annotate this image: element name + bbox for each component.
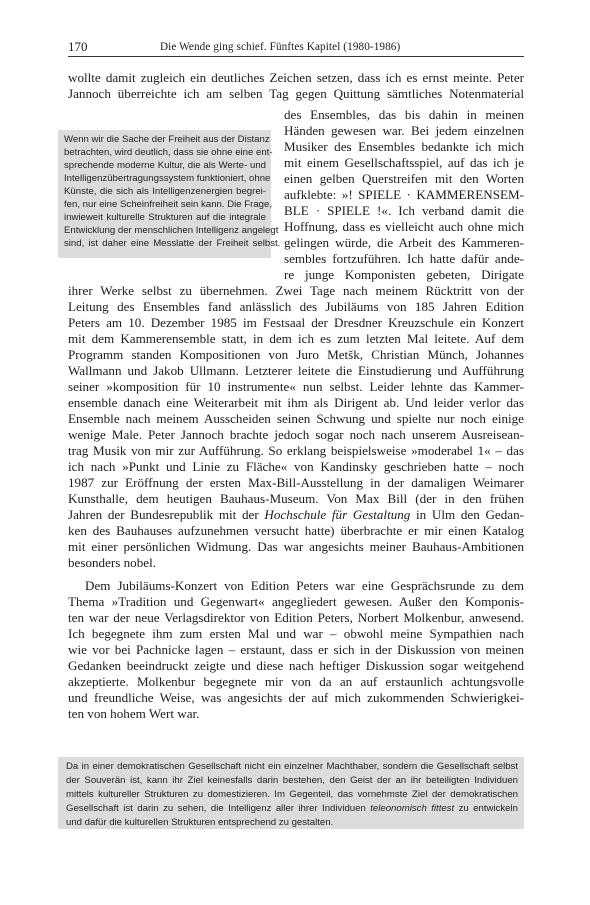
- italic-term: teleonomisch fittest: [370, 803, 455, 814]
- sidebar-line: Entwicklung der menschlichen Intelligenz angelegt: [64, 225, 279, 236]
- body-text: Jahren der Bundesrepublik mit der: [68, 507, 265, 522]
- body-line: wenige Male. Peter Jannoch brachte jedoch sogar noch nach unserem Ausreisean-: [68, 427, 524, 442]
- footer-box-line: Da in einer demokratischen Gesellschaft nicht ein einzelner Machthaber, sondern die Gesellschaft selbst: [66, 761, 518, 772]
- sidebar-quote-box: [58, 130, 281, 258]
- sidebar-line: fen, nur eine Scheinfreiheit sein kann. Die Frage,: [64, 199, 272, 210]
- sidebar-line: sind, ist daher eine Messlatte der Freiheit selbst.: [64, 238, 281, 249]
- body-line: ensemble danach eine Weiterarbeit mit ihm als Dirigent ab. Und leider verlor das: [68, 395, 524, 410]
- page-number: 170: [68, 39, 88, 54]
- body-line: aufklebte: »! SPIELE · KAMMERENSEM-: [284, 187, 524, 202]
- body-line: wie vor bei Pachnicke lagen – erstaunt, dass er sich in der Diskussion von meinen: [68, 642, 524, 657]
- body-line: wollte damit zugleich ein deutliches Zeichen setzen, dass ich es ernst meinte. Peter: [68, 70, 524, 85]
- footer-box-text: zu entwickeln: [454, 803, 518, 814]
- running-head: Die Wende ging schief. Fünftes Kapitel (1980-1986): [160, 41, 401, 53]
- body-line: trag Musik von mir zur Aufführung. So erklang beispielsweise »moderabel 1« – das: [68, 443, 524, 458]
- body-line: seiner »komposition für 10 instrumente« nun selbst. Leider lehnte das Kammer-: [68, 379, 524, 394]
- body-line: Musiker des Ensembles bedankte ich mich: [284, 139, 524, 154]
- body-line: Peters am 10. Dezember 1985 im Festsaal der Dresdner Kreuzschule ein Konzert: [68, 315, 524, 330]
- sidebar-line: inwieweit kulturelle Strukturen auf die integrale: [64, 212, 266, 223]
- body-line: Hoffnung, dass es vielleicht auch ohne mich: [284, 219, 524, 234]
- body-line: re junge Komponisten gebeten, Dirigate: [284, 267, 524, 282]
- footer-box-line: der Souverän ist, kann ihr Ziel keinesfalls darin bestehen, den Geist der an ihr beteiligten Individuen: [66, 775, 518, 786]
- body-line: besonders nobel.: [68, 555, 156, 570]
- sidebar-line: sprechende moderne Kultur, die als Werte- und: [64, 160, 266, 171]
- body-line: mit einem Gesellschaftsspiel, auf das ich je: [284, 155, 524, 170]
- body-line: einen gelben Querstreifen mit den Worten: [284, 171, 524, 186]
- body-line: des Ensembles, das bis dahin in meinen: [284, 107, 524, 122]
- footer-box-line: und dafür die kulturellen Strukturen entsprechend zu gestalten.: [66, 817, 334, 828]
- sidebar-line: Künste, die sich als Intelligenzenergien begrei-: [64, 186, 266, 197]
- body-line: ihrer Werke selbst zu übernehmen. Zwei Tage nach meinem Rücktritt von der: [68, 283, 524, 298]
- body-line: mit einer persönlichen Widmung. Das war angesichts meiner Bauhaus-Ambitionen: [68, 539, 524, 554]
- body-line: ten von hohem Wert war.: [68, 706, 200, 721]
- body-line: BLE · SPIELE !«. Ich verband damit die: [284, 203, 524, 218]
- body-line: gelingen würde, die Arbeit des Kammeren-: [284, 235, 524, 250]
- body-line: Ich begegnete ihm zum ersten Mal und war – obwohl meine Sympathien nach: [68, 626, 524, 641]
- body-line: Programm standen Kompositionen von Juro Metšk, Christian Münch, Johannes: [68, 347, 524, 362]
- body-line: Jannoch überreichte ich am selben Tag gegen Quittung sämtliches Notenmaterial: [68, 86, 524, 101]
- body-line: mit dem Kammerensemble statt, in dem ich es zum letzten Mal leitete. Auf dem: [68, 331, 524, 346]
- body-line: [68, 507, 524, 523]
- sidebar-line: Wenn wir die Sache der Freiheit aus der Distanz: [64, 134, 270, 145]
- footer-box-line: mittels kultureller Strukturen zu domestizieren. Im Gegenteil, das vornehmste Ziel der demokratischen: [66, 789, 518, 800]
- body-line: Händen gewesen war. Bei jedem einzelnen: [284, 123, 524, 138]
- body-line: ich nach »Punkt und Linie zu Fläche« von Kandinsky geschrieben hatte – noch: [68, 459, 524, 474]
- body-line: Thema »Tradition und Gegenwart« angegliedert gewesen. Außer den Komponis-: [68, 594, 524, 609]
- body-line: Wallmann und Jakob Ullmann. Letzterer leitete die Einstudierung und Aufführung: [68, 363, 524, 378]
- body-line: und freundliche Weise, was angesichts der auf mich zukommenden Schwierigkei-: [68, 690, 524, 705]
- body-line: 1987 zur Eröffnung der ersten Max-Bill-Ausstellung in der damaligen Weimarer: [68, 475, 524, 490]
- body-line: Dem Jubiläums-Konzert von Edition Peters war eine Gesprächsrunde zu dem: [85, 578, 524, 593]
- body-line: sembles fortzuführen. Ich hatte dafür ande-: [284, 251, 524, 266]
- italic-title: Hochschule für Gestaltung: [264, 507, 411, 522]
- footer-box-line: [66, 802, 518, 816]
- footer-box-text: Gesellschaft ist darin zu sehen, die Intelligenz aller ihrer Individuen: [66, 803, 371, 814]
- footer-quote-box: [58, 757, 524, 829]
- body-line: akzeptierte. Molkenbur begegnete mir von da an auf erstaunlich achtungsvolle: [68, 674, 524, 689]
- body-line: Leitung des Ensembles fand anlässlich des Jubiläums von 185 Jahren Edition: [68, 299, 524, 314]
- page-header: [68, 40, 524, 57]
- body-line: ken des Bauhauses aufzunehmen versucht hatte) überbrachte er mir einen Katalog: [68, 523, 524, 538]
- body-text: in Ulm den Gedan-: [410, 507, 525, 522]
- body-line: Kunsthalle, dem heutigen Bauhaus-Museum. Von Max Bill (der in den frühen: [68, 491, 524, 506]
- sidebar-line: Intelligenzübertragungssystem funktioniert, ohne: [64, 173, 271, 184]
- body-line: Ensemble nach meinem Ausscheiden seinen Schwung und spielte nur noch einige: [68, 411, 524, 426]
- sidebar-line: betrachten, wird deutlich, dass sie ohne eine ent-: [64, 147, 273, 158]
- body-line: Gedanken beeindruckt zeigte und diese nach heftiger Diskussion sogar weitgehend: [68, 658, 524, 673]
- body-line: ten war der neue Verlagsdirektor von Edition Peters, Norbert Molkenbur, anwesend.: [68, 610, 524, 625]
